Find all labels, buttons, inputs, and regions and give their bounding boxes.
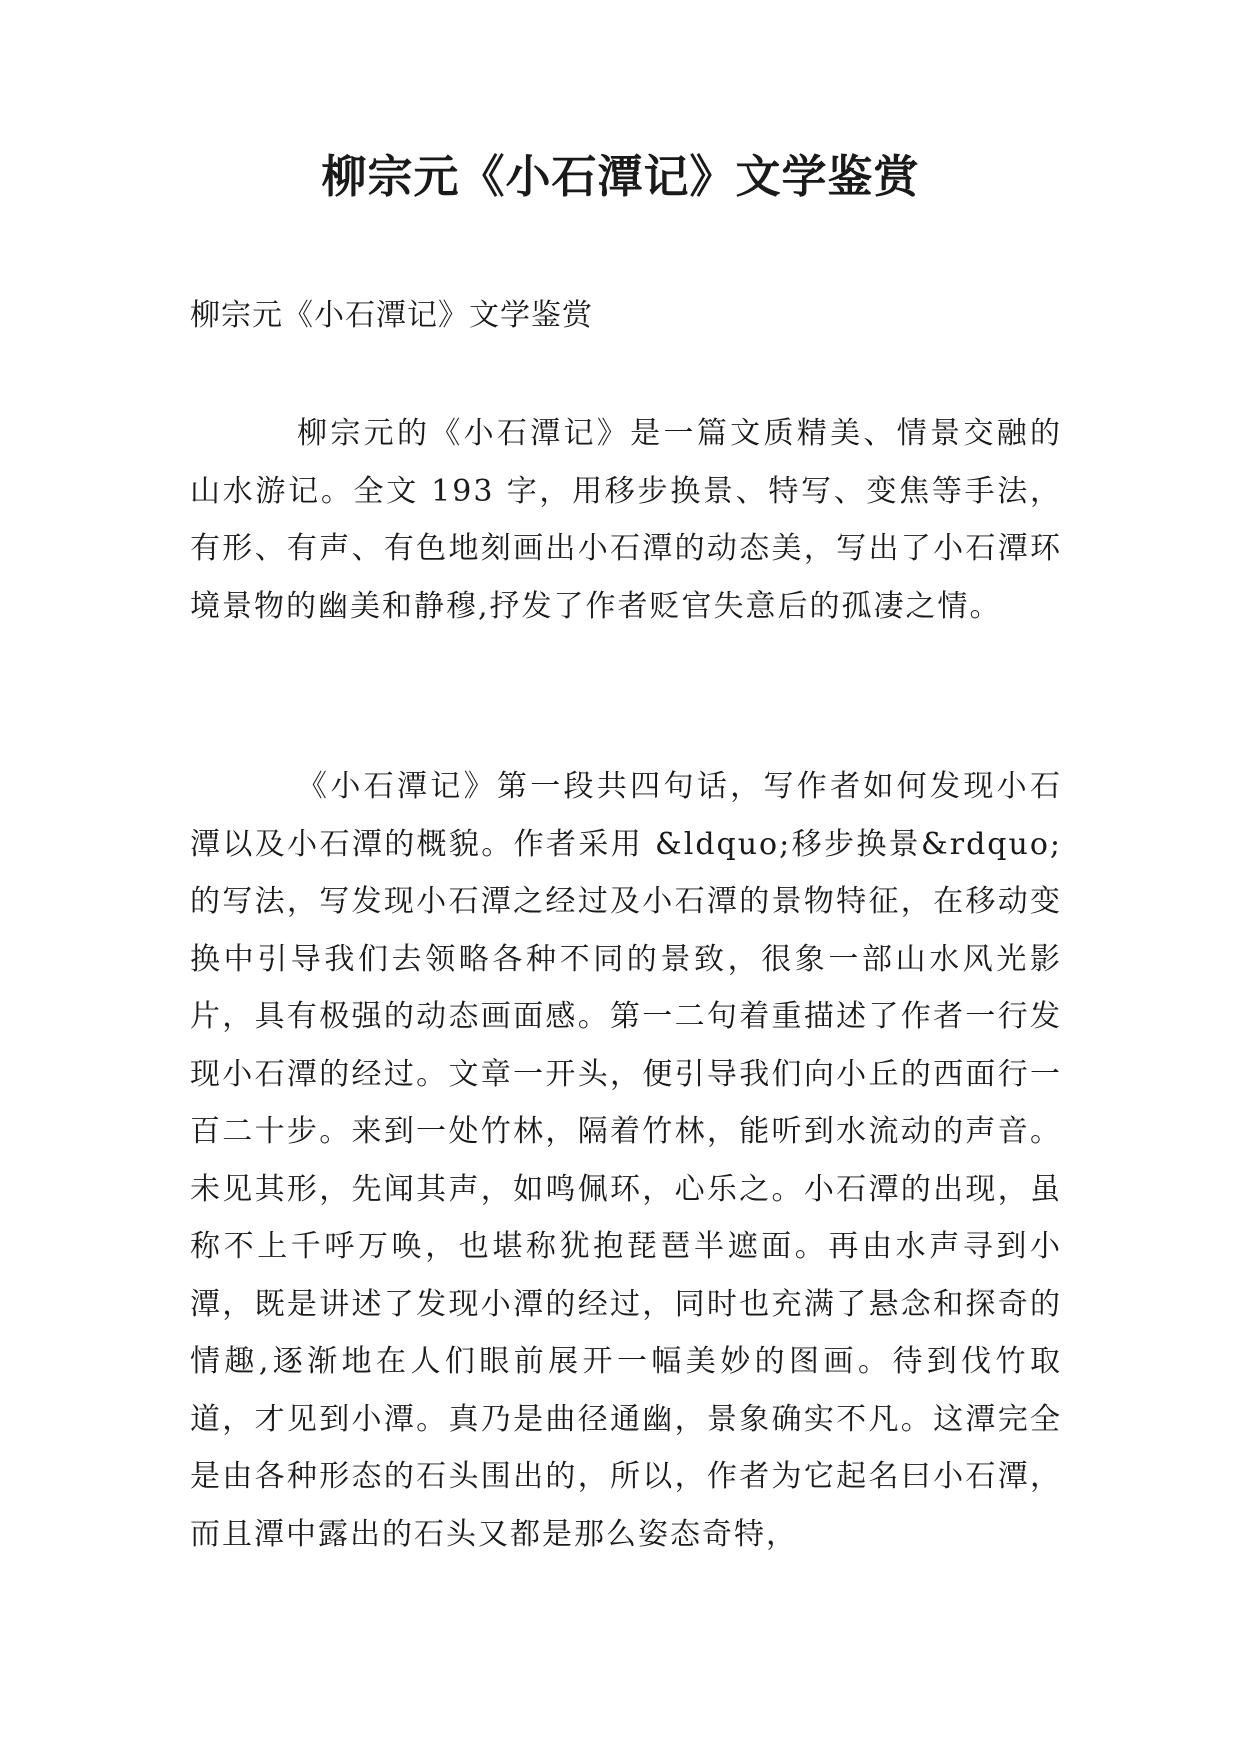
paragraph-intro: 柳宗元的《小石潭记》是一篇文质精美、情景交融的山水游记。全文 193 字，用移步换景、特写、变焦等手法，有形、有声、有色地刻画出小石潭的动态美，写出了小石潭环境景物的幽美和静穆,抒发了作者贬官失意后的孤凄之情。 bbox=[190, 416, 1062, 624]
paragraph-first-section: 《小石潭记》第一段共四句话，写作者如何发现小石潭以及小石潭的概貌。作者采用 &ldquo;移步换景&rdquo;的写法，写发现小石潭之经过及小石潭的景物特征，在移动变换中引导我们去领略各种不同的景致，很象一部山水风光影片，具有极强的动态画面感。第一二句着重描述了作者一行发现小石潭的经过。文章一开头，便引导我们向小丘的西面行一百二十步。来到一处竹林，隔着竹林，能听到水流动的声音。未见其形，先闻其声，如鸣佩环，心乐之。小石潭的出现，虽称不上千呼万唤，也堪称犹抱琵琶半遮面。再由水声寻到小潭，既是讲述了发现小潭的经过，同时也充满了悬念和探奇的情趣,逐渐地在人们眼前展开一幅美妙的图画。待到伐竹取道，才见到小潭。真乃是曲径通幽，景象确实不凡。这潭完全是由各种形态的石头围出的，所以，作者为它起名曰小石潭，而且潭中露出的石头又都是那么姿态奇特， bbox=[190, 769, 1062, 1552]
document-subtitle: 柳宗元《小石潭记》文学鉴赏 bbox=[190, 298, 593, 333]
document-title: 柳宗元《小石潭记》文学鉴赏 bbox=[321, 150, 920, 203]
